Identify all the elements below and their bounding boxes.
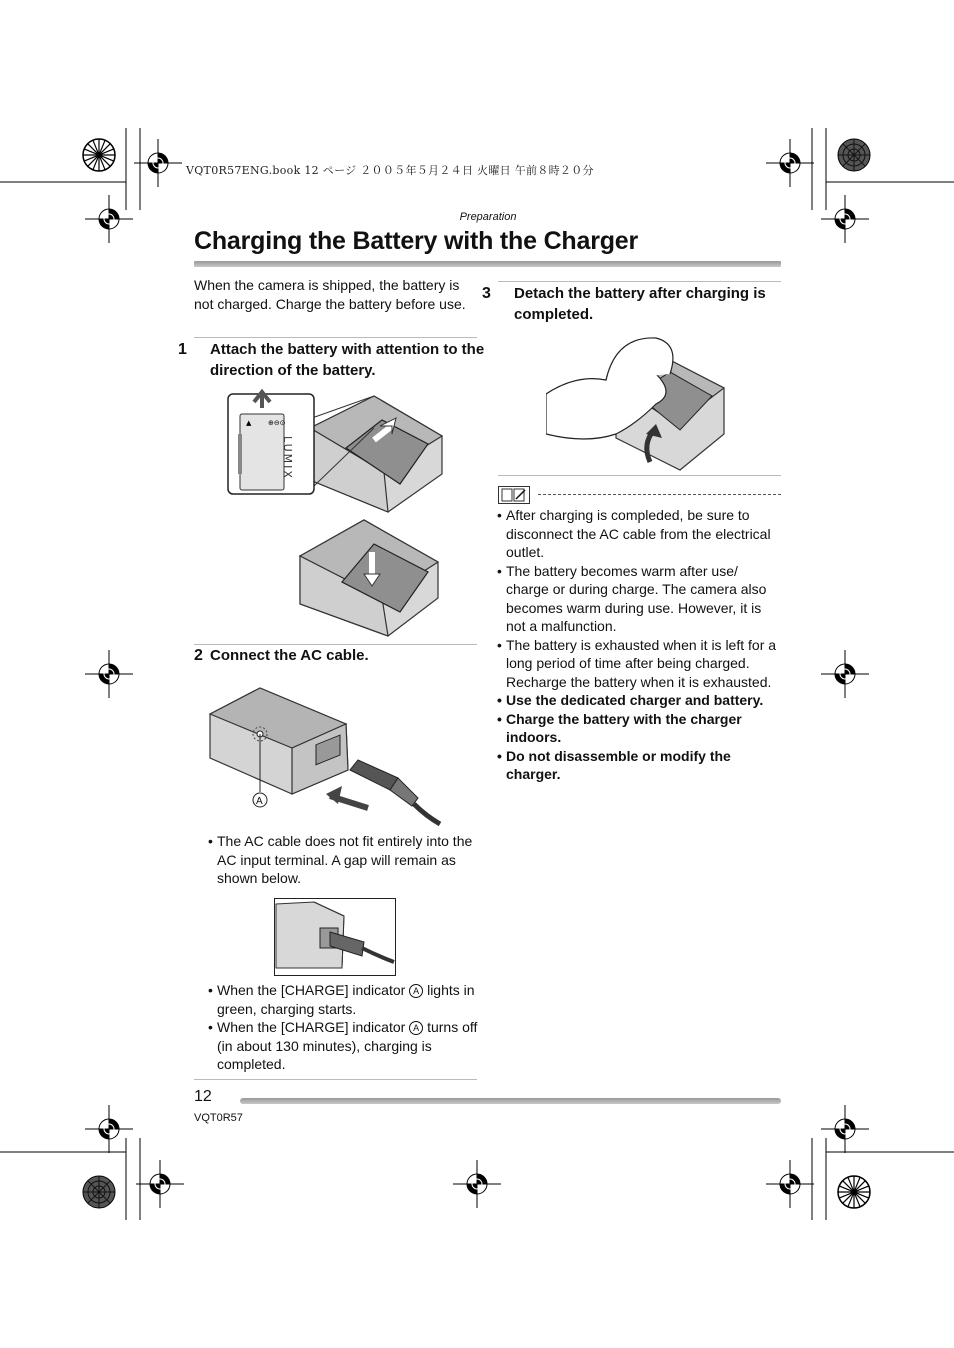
divider	[194, 1079, 477, 1080]
step-text: Connect the AC cable.	[210, 647, 369, 664]
step-2-bullets	[208, 832, 478, 888]
page-title: Charging the Battery with the Charger	[194, 227, 639, 255]
cable-gap-illustration	[274, 898, 396, 976]
divider	[194, 644, 477, 645]
manual-code: VQT0R57	[194, 1112, 243, 1124]
battery-insert-illustration	[224, 388, 450, 640]
note-item: • The battery becomes warm after use/ charge or during charge. The camera also becomes warm during use. However, it is not a malfunction.	[497, 562, 781, 636]
step-2-heading	[194, 646, 477, 667]
divider	[498, 475, 781, 476]
battery-brand-label: LUMIX	[281, 436, 294, 480]
step-number: 2	[194, 647, 203, 664]
indicator-callout-mark: A	[409, 984, 423, 998]
step-1-heading	[178, 340, 493, 381]
indicator-bullets	[208, 981, 478, 1074]
section-label: Preparation	[459, 211, 517, 223]
charger-upper	[310, 396, 442, 512]
bullet-text: When the [CHARGE] indicator	[217, 982, 410, 998]
divider	[194, 337, 477, 338]
footer-bar	[240, 1098, 781, 1104]
list-item	[208, 981, 478, 1018]
note-item: • After charging is compleded, be sure to disconnect the AC cable from the electrical outlet.	[497, 506, 781, 562]
battery-polarity-symbols: ⊕⊖⊙	[268, 419, 286, 427]
charger-lower	[300, 520, 438, 636]
title-underline	[194, 261, 781, 267]
step-text: Attach the battery with attention to the direction of the battery.	[210, 341, 485, 379]
bullet-text: turns off (in about 130 minutes), charging is completed.	[217, 1019, 478, 1072]
step-number: 1	[178, 341, 187, 358]
step-3-heading	[482, 284, 797, 325]
notes-list	[497, 506, 781, 784]
bullet-text: When the [CHARGE] indicator	[217, 1019, 410, 1035]
page-number: 12	[194, 1088, 212, 1105]
battery-detach-illustration	[546, 334, 730, 474]
ac-cable-illustration	[204, 684, 444, 830]
list-item	[208, 1018, 478, 1074]
note-item-bold: • Use the dedicated charger and battery.	[497, 691, 781, 710]
svg-text:▲: ▲	[246, 419, 252, 427]
callout-label: A	[256, 796, 263, 807]
divider	[498, 281, 781, 282]
intro-text: When the camera is shipped, the battery is not charged. Charge the battery before use.	[194, 277, 466, 312]
note-item-bold: • Charge the battery with the charger indoors.	[497, 710, 781, 747]
note-item: • The battery is exhausted when it is left for a long period of time after being charged. Recharge the battery when it is exhausted.	[497, 636, 781, 692]
step-number: 3	[482, 285, 491, 302]
note-icon	[498, 486, 530, 504]
note-item-bold: • Do not disassemble or modify the charger.	[497, 747, 781, 784]
print-header: VQT0R57ENG.book 12 ページ ２００５年５月２４日 火曜日 午前８時２０分	[186, 164, 594, 177]
charger-with-cable	[210, 688, 440, 824]
step-text: Detach the battery after charging is completed.	[514, 285, 766, 323]
indicator-callout-mark: A	[409, 1021, 423, 1035]
bullet-text: lights in green, charging starts.	[217, 982, 475, 1017]
note-divider	[538, 494, 781, 495]
list-item: • The AC cable does not fit entirely into the AC input terminal. A gap will remain as shown below.	[208, 832, 478, 888]
